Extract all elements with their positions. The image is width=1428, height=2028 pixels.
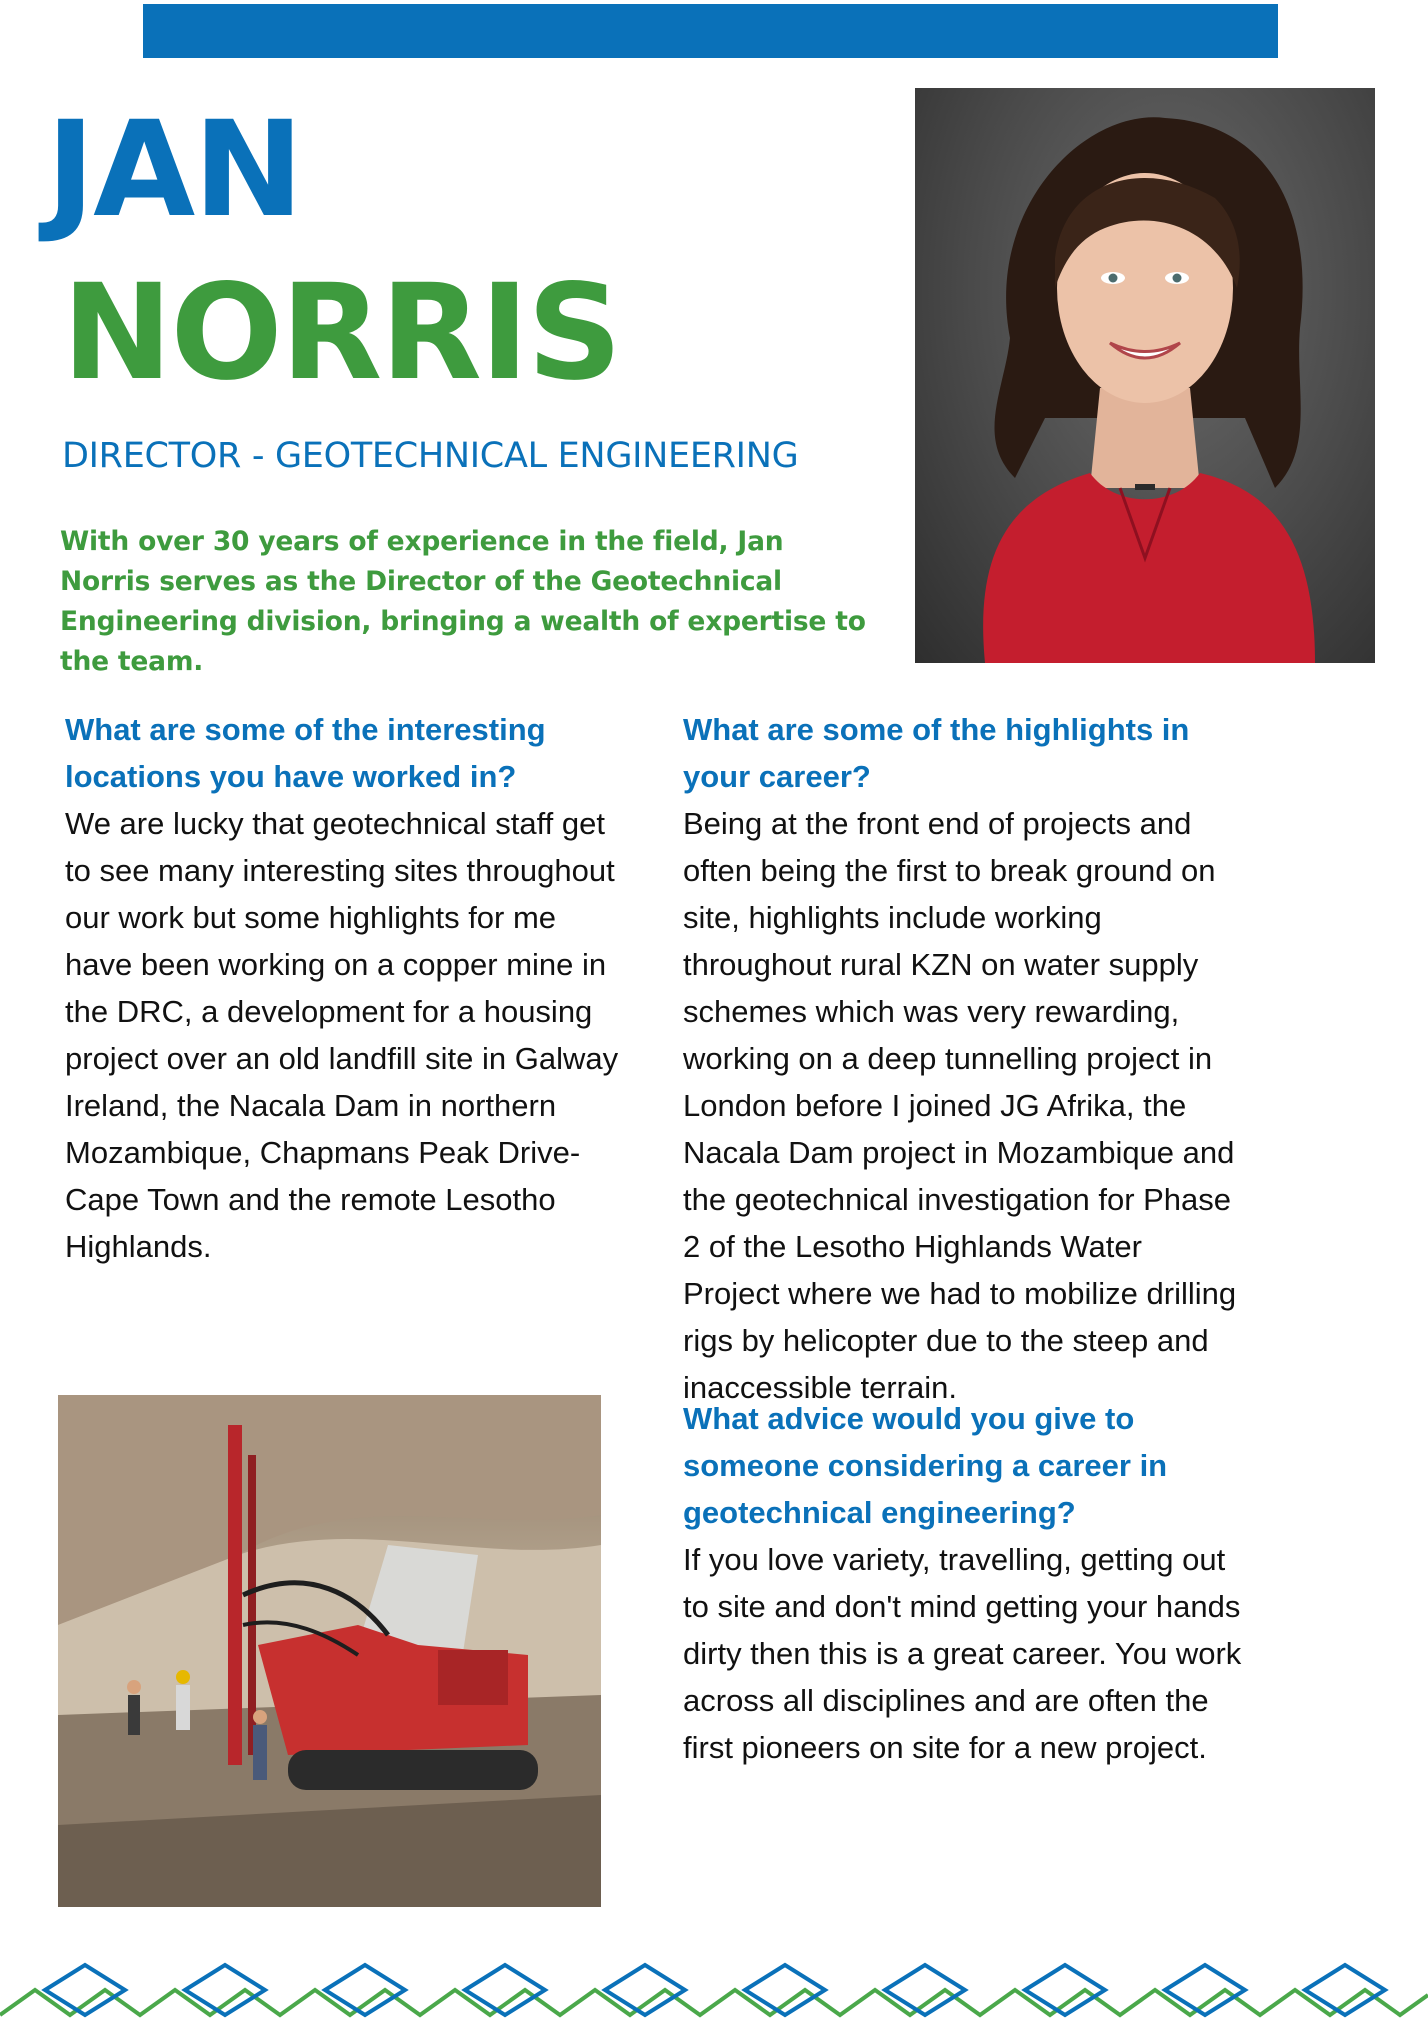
advice-section [683, 1395, 1243, 1771]
footer-diamond-pattern [0, 1955, 1428, 2028]
job-title: DIRECTOR - GEOTECHNICAL ENGINEERING [62, 436, 799, 476]
highlights-section [683, 706, 1243, 1411]
intro-paragraph: With over 30 years of experience in the field, Jan Norris serves as the Director of the Geotechnical Engineering division, bringing a wealth of expertise to the team. [60, 526, 866, 677]
advice-answer: If you love variety, travelling, getting out to site and don't mind getting your hands dirty then this is a great career. You work across all disciplines and are often the first pioneers on site for a new project. [683, 1542, 1242, 1765]
locations-question: What are some of the interesting locations you have worked in? [65, 712, 546, 794]
advice-question: What advice would you give to someone considering a career in geotechnical engineering? [683, 1401, 1168, 1530]
top-accent-bar [143, 4, 1278, 58]
locations-section [65, 706, 625, 1270]
highlights-question: What are some of the highlights in your career? [683, 712, 1190, 794]
portrait-photo [915, 88, 1375, 663]
last-name: NORRIS [62, 256, 621, 410]
highlights-answer: Being at the front end of projects and often being the first to break ground on site, highlights include working throughout rural KZN on water supply schemes which was very rewarding, working on a deep tunnelling project in London before I joined JG Afrika, the Nacala Dam project in Mozambique and the geotechnical investigation for Phase 2 of the Lesotho Highlands Water Project where we had to mobilize drilling rigs by helicopter due to the steep and inaccessible terrain. [683, 806, 1237, 1405]
first-name: JAN [46, 93, 302, 247]
locations-answer: We are lucky that geotechnical staff get to see many interesting sites throughout our work but some highlights for me have been working on a copper mine in the DRC, a development for a housing project over an old landfill site in Galway Ireland, the Nacala Dam in northern Mozambique, Chapmans Peak Drive- Cape Town and the remote Lesotho Highlands. [65, 806, 619, 1264]
drilling-rig-photo [58, 1395, 601, 1907]
